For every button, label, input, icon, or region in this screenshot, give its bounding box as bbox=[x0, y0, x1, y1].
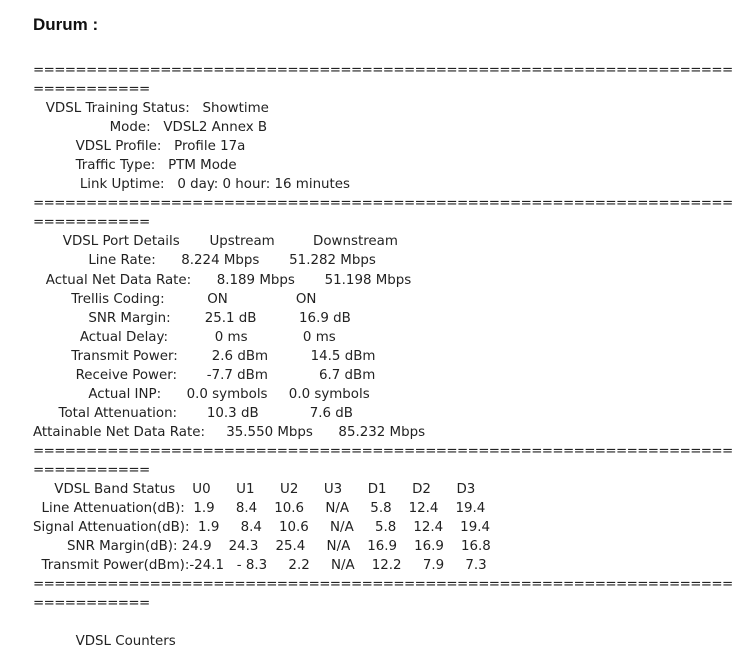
band-transmit-power-row: Transmit Power(dBm):-24.1 - 8.3 2.2 N/A 12.2 7.9 7.3 bbox=[33, 558, 487, 574]
net-data-rate-row: Actual Net Data Rate: 8.189 Mbps 51.198 Mbps bbox=[33, 272, 412, 288]
training-status-row: VDSL Training Status: Showtime bbox=[33, 101, 269, 117]
band-status-header: VDSL Band Status U0 U1 U2 U3 D1 D2 D3 bbox=[33, 482, 476, 498]
port-details-header: VDSL Port Details Upstream Downstream bbox=[33, 234, 398, 250]
snr-margin-row: SNR Margin: 25.1 dB 16.9 dB bbox=[33, 310, 351, 326]
separator-line: =========== bbox=[33, 462, 150, 478]
separator-line: ================================================================== bbox=[33, 196, 733, 212]
actual-delay-row: Actual Delay: 0 ms 0 ms bbox=[33, 329, 336, 345]
vdsl-counters-heading: VDSL Counters bbox=[33, 634, 176, 650]
separator-line: =========== bbox=[33, 596, 150, 612]
separator-line: ================================================================== bbox=[33, 443, 733, 459]
line-rate-row: Line Rate: 8.224 Mbps 51.282 Mbps bbox=[33, 253, 376, 269]
total-attenuation-row: Total Attenuation: 10.3 dB 7.6 dB bbox=[33, 405, 353, 421]
link-uptime-row: Link Uptime: 0 day: 0 hour: 16 minutes bbox=[33, 177, 351, 193]
attainable-rate-row: Attainable Net Data Rate: 35.550 Mbps 85.232 Mbps bbox=[33, 424, 426, 440]
receive-power-row: Receive Power: -7.7 dBm 6.7 dBm bbox=[33, 367, 376, 383]
separator-line: ================================================================== bbox=[33, 63, 733, 78]
trellis-coding-row: Trellis Coding: ON ON bbox=[33, 291, 317, 307]
traffic-type-row: Traffic Type: PTM Mode bbox=[33, 158, 237, 174]
band-line-attenuation-row: Line Attenuation(dB): 1.9 8.4 10.6 N/A 5.8 12.4 19.4 bbox=[33, 501, 486, 517]
page-title: Durum : bbox=[33, 15, 99, 34]
mode-row: Mode: VDSL2 Annex B bbox=[33, 120, 268, 136]
transmit-power-row: Transmit Power: 2.6 dBm 14.5 dBm bbox=[33, 348, 376, 364]
actual-inp-row: Actual INP: 0.0 symbols 0.0 symbols bbox=[33, 386, 370, 402]
separator-line: =========== bbox=[33, 82, 150, 98]
status-output bbox=[33, 61, 733, 651]
separator-line: =========== bbox=[33, 215, 150, 231]
band-snr-margin-row: SNR Margin(dB): 24.9 24.3 25.4 N/A 16.9 16.9 16.8 bbox=[33, 539, 491, 555]
vdsl-profile-row: VDSL Profile: Profile 17a bbox=[33, 139, 246, 155]
separator-line: ================================================================== bbox=[33, 577, 733, 593]
blank-line bbox=[33, 613, 733, 632]
band-signal-attenuation-row: Signal Attenuation(dB): 1.9 8.4 10.6 N/A 5.8 12.4 19.4 bbox=[33, 520, 490, 536]
